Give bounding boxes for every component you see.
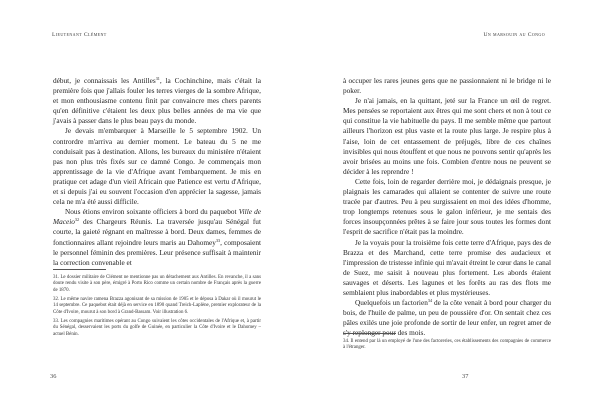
footnote: 34. Il entend par là un employé de l'une des factoreries, ces établissements des compagnies de commerce à l'étranger. bbox=[343, 339, 551, 351]
footnote-ref[interactable]: 33 bbox=[215, 237, 221, 243]
paragraph: Nous étions environ soixante officiers à bord du paquebot Ville de Maceio$^{32}$ des Chargeurs Réunis. La traversée jusqu'au Sénégal fut courte, la gaieté régnant en maîtresse à bord. Deux dames, femmes de fonctionnaires allant rejoindre leurs maris au Dahomey$^{33}$, composaient le personnel féminin des premières. Leur présence suffisait à maintenir la correction convenable et bbox=[53, 207, 262, 267]
ship-name: Ville de Maceio bbox=[53, 207, 262, 227]
paragraph: à occuper les rares jeunes gens que ne passionnaient ni le bridge ni le poker. bbox=[343, 76, 551, 96]
right-page bbox=[300, 0, 600, 402]
footnote-divider bbox=[343, 333, 396, 334]
paragraph: Cette fois, loin de regarder derrière moi, je dédaignais presque, je plaignais les camarades qui allaient se contenter de suivre une route tracée par d'autres. Peu à peu surgissaient en moi des idées d'homme, trop longtemps retenues sous le galon inférieur, je me sentais des forces insoupçonnées prêtes à se faire jour sous toutes les formes dont l'esprit de sacrifice n'était pas la moindre. bbox=[343, 176, 551, 237]
page-number: 36 bbox=[50, 373, 57, 380]
page-number: 37 bbox=[462, 373, 469, 380]
footnote: 33. Les compagnies maritimes opérant au Congo suivaient les côtes occidentales de l'Afrique et, à partir du Sénégal, desservaient les ports du golfe de Guinée, en particulier la Côte d'Ivoire et le Dahomey – actuel Bénin. bbox=[53, 319, 261, 337]
paragraph: Je la voyais pour la troisième fois cette terre d'Afrique, pays des de Brazza et des Marchand, cette terre promise des audacieux et l'impression de tristesse infinie qui m'avait étreint le cœur dans le canal de Suez, me saisit à nouveau plus fortement. Les abords étaient sauvages et déserts. Les lagunes et les forêts au ras des flots me semblaient plus inabordables et plus mystérieuses. bbox=[343, 237, 551, 297]
paragraph: Je n'ai jamais, en la quittant, jeté sur la France un œil de regret. Mes pensées se reportaient aux êtres qui me sont chers et non à tout ce qui constitue la vie habituelle du pays. Il me semble même que partout ailleurs l'horizon est plus vaste et la route plus large. Je respire plus à l'aise, loin de cet entassement de préjugés, libre de ces chaînes invisibles qui nous étouffent et que nous ne pouvons sentir qu'après les avoir brisées au moins une fois. Combien d'entre nous ne peuvent se décider à les reprendre ! bbox=[343, 96, 551, 176]
body-text bbox=[343, 76, 551, 338]
footnote-ref[interactable]: 31 bbox=[155, 76, 160, 81]
footnote: 31. Le dossier militaire de Clément ne mentionne pas un détachement aux Antilles. En revanche, il a sans doute rendu visite à son père, émigré à Porto Rico comme un certain nombre de Français après la guerre de 1870. bbox=[53, 275, 261, 293]
running-head-author: Lieutenant Clément bbox=[52, 32, 107, 38]
footnote-ref[interactable]: 34 bbox=[427, 298, 433, 304]
footnotes bbox=[343, 339, 551, 355]
footnotes bbox=[53, 275, 261, 341]
body-text bbox=[53, 76, 261, 268]
paragraph: début, je connaissais les Antilles$^{31}$, la Cochinchine, mais c'était la première fois que j'allais fouler les terres vierges de la sombre Afrique, et mon enthousiasme contenu finit par convaincre mes chers parents qu'en définitive c'étaient les deux plus belles années de ma vie que j'avais à passer dans le plus beau pays du monde. bbox=[53, 76, 261, 126]
paragraph: Je devais m'embarquer à Marseille le 5 septembre 1902. Un contrordre m'arriva au dernier moment. Le bateau du 5 ne me conduisait pas à destination. Allons, les bureaux du ministère n'étaient pas non plus très fixés sur ce damné Congo. Je commençais mon apprentissage de la vie d'Afrique avant l'embarquement. Je mis en pratique cet adage d'un vieil Africain que Patience est vertu d'Afrique, et si depuis j'ai eu souvent l'occasion d'en apprécier la sagesse, jamais cela ne m'a été aussi difficile. bbox=[53, 126, 261, 207]
paragraph: Quelquefois un factorien$^{34}$ de la côte venait à bord pour charger du bois, de l'huile de palme, un peu de poussière d'or. On sentait chez ces pâles exilés une joie profonde de sortir de leur enfer, un regret amer de s'y replonger pour des mois. bbox=[343, 298, 551, 338]
footnote: 32. Le même navire ramena Brazza agonisant de sa mission de 1905 et le déposa à Dakar où il mourut le 14 septembre. Ce paquebot était déjà en service en 1890 quand Treich-Laplène, premier explorateur de la Côte d'Ivoire, mourut à son bord à Grand-Bassam. Voir illustration 6. bbox=[53, 297, 261, 315]
running-head-title: Un marsouin au Congo bbox=[483, 32, 545, 38]
footnote-divider bbox=[53, 269, 106, 270]
footnote-ref[interactable]: 32 bbox=[74, 217, 80, 223]
